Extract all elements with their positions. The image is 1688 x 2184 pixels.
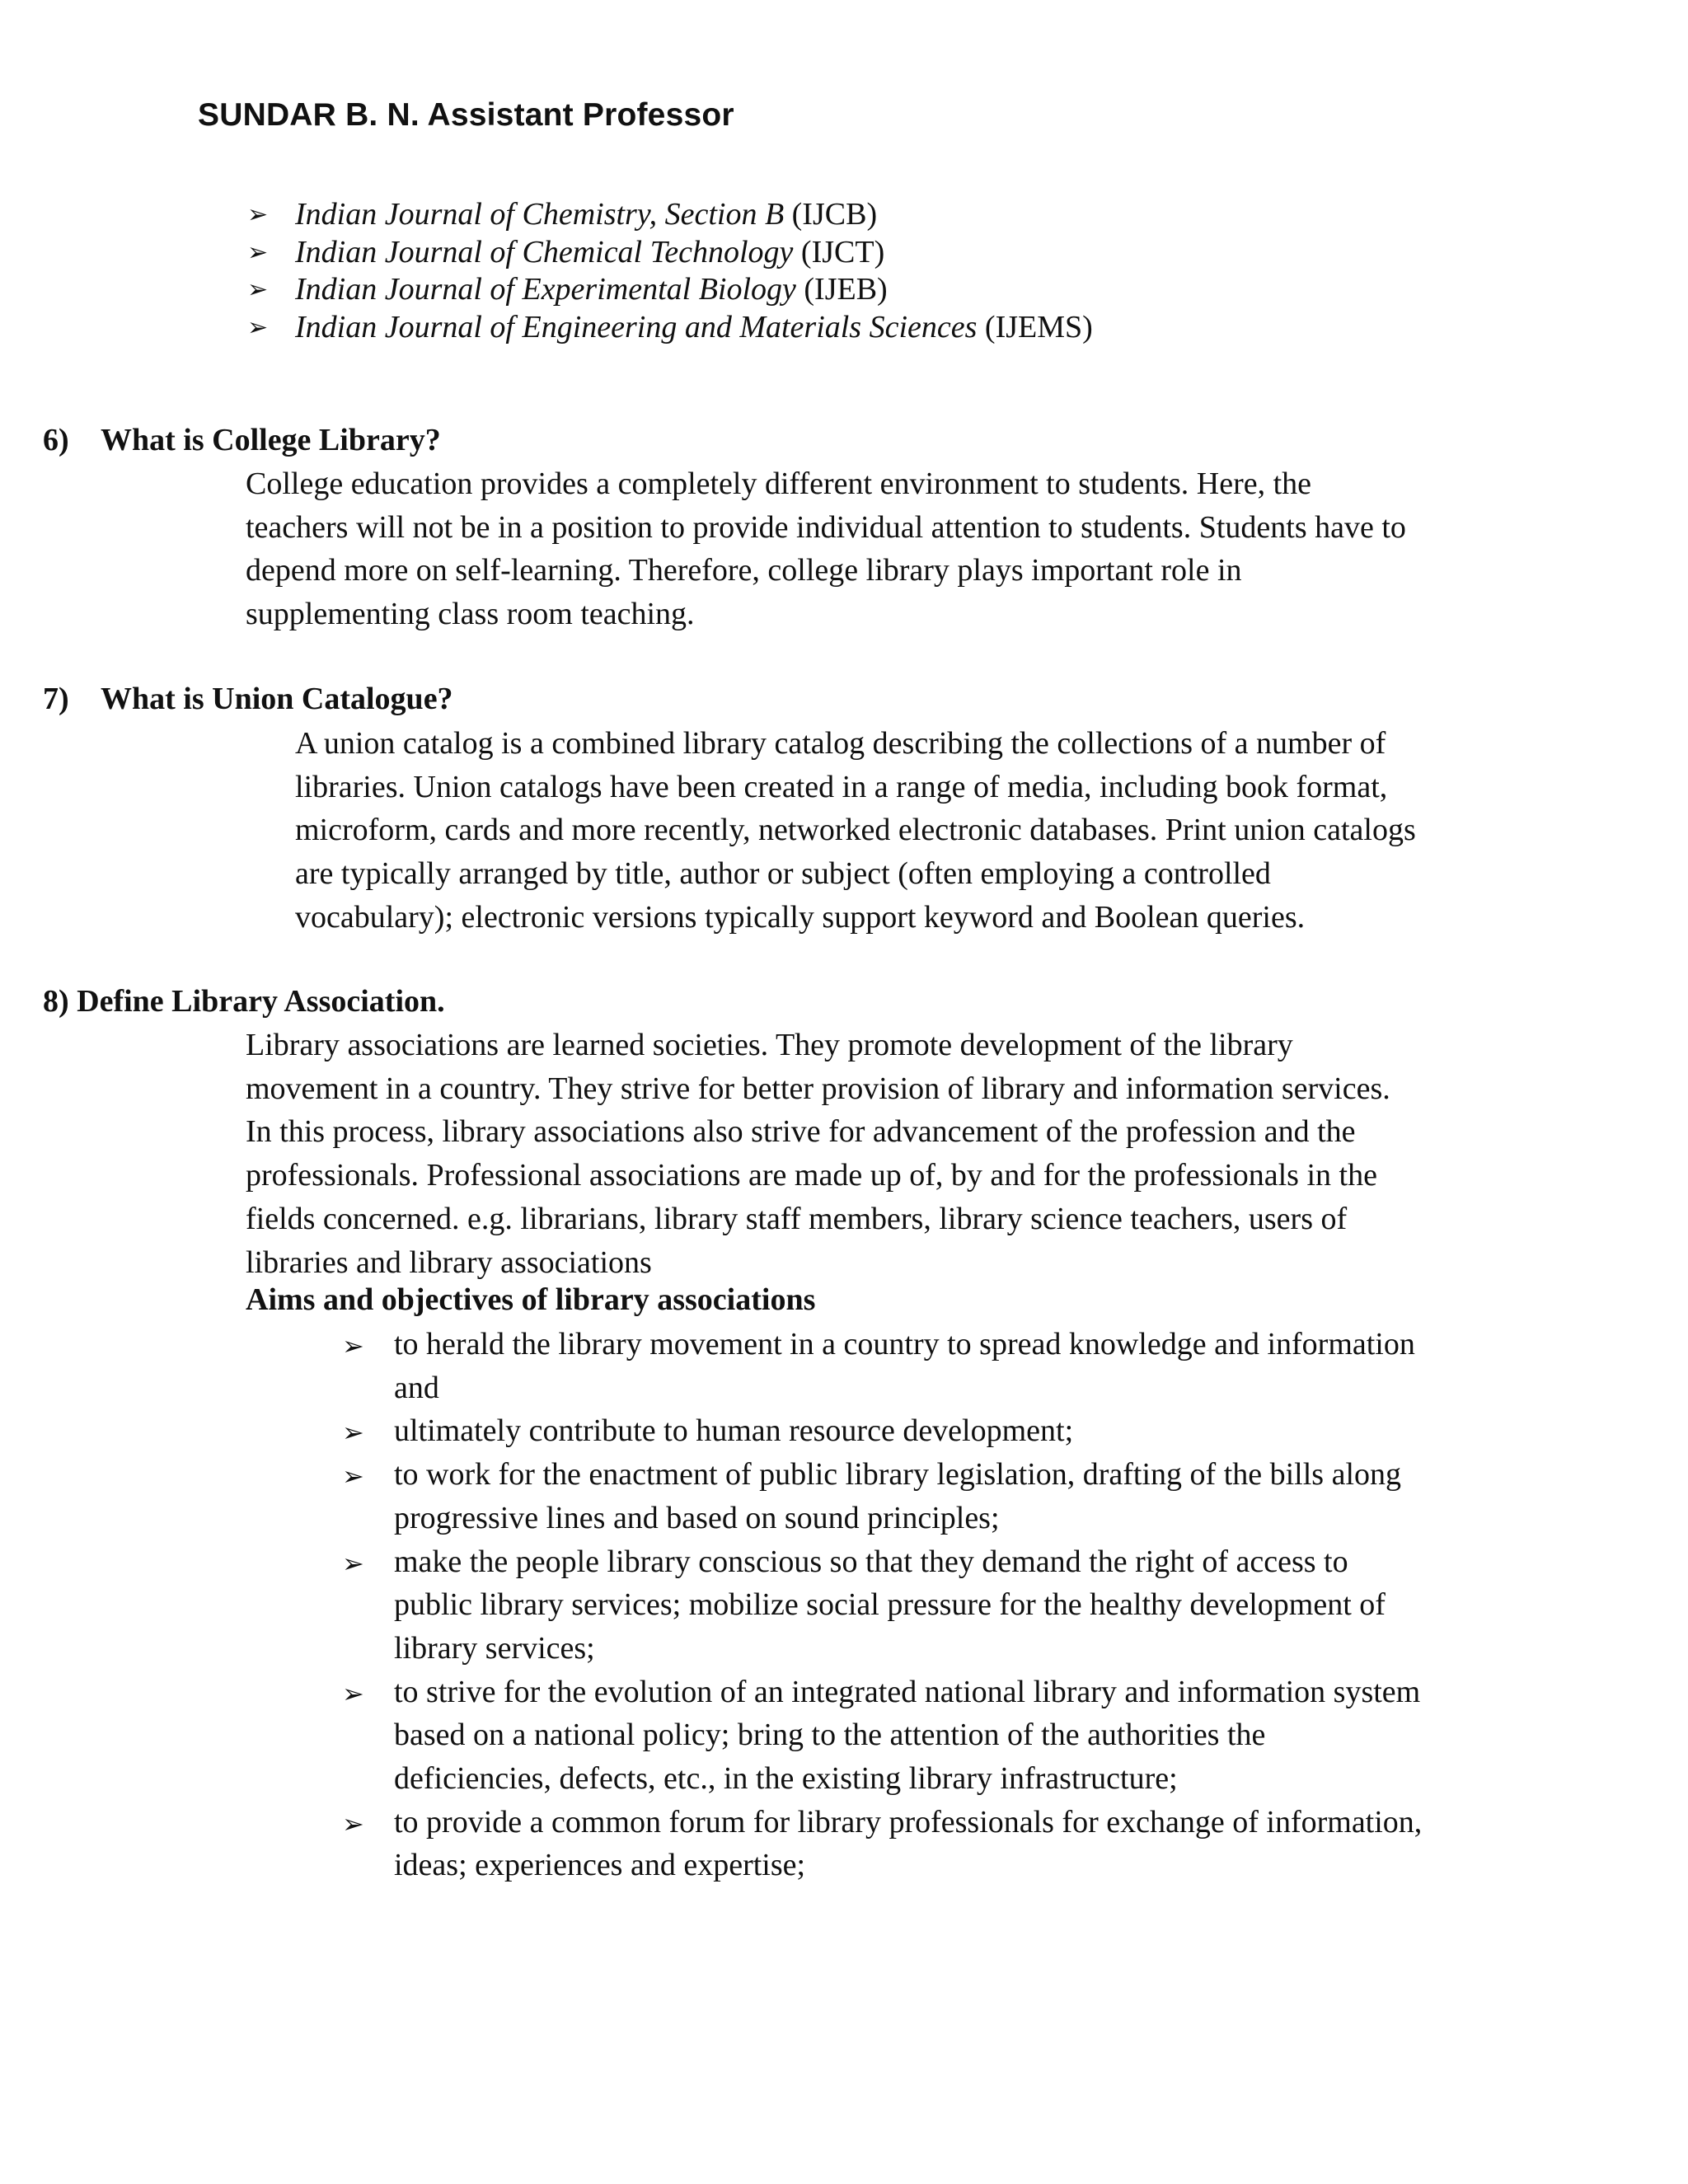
journal-abbr: (IJEMS) — [984, 309, 1093, 344]
answer-line: are typically arranged by title, author or subject (often employing a controlled — [295, 856, 1271, 892]
aim-line: based on a national policy; bring to the attention of the authorities the — [394, 1718, 1266, 1753]
arrow-bullet-icon: ➢ — [247, 200, 269, 229]
arrow-bullet-icon: ➢ — [342, 1330, 364, 1361]
question-text: What is Union Catalogue? — [101, 682, 453, 716]
arrow-bullet-icon: ➢ — [342, 1677, 364, 1709]
answer-line: College education provides a completely different environment to students. Here, the — [246, 466, 1312, 501]
question-number: 8) — [43, 984, 69, 1019]
aim-item — [342, 1671, 1422, 1801]
answer-line: depend more on self-learning. Therefore, college library plays important role in — [246, 553, 1242, 588]
aim-line: and — [394, 1370, 439, 1405]
question-6-heading — [43, 422, 441, 458]
answer-line: fields concerned. e.g. librarians, library staff members, library science teachers, users of — [246, 1201, 1348, 1236]
journal-title: Indian Journal of Engineering and Materials Sciences — [295, 309, 978, 344]
arrow-bullet-icon: ➢ — [247, 237, 269, 267]
journal-abbr: (IJEB) — [804, 272, 888, 307]
aim-line: progressive lines and based on sound principles; — [394, 1500, 1000, 1535]
aim-line: deficiencies, defects, etc., in the existing library infrastructure; — [394, 1761, 1178, 1797]
answer-line: libraries and library associations — [246, 1244, 652, 1280]
answer-line: vocabulary); electronic versions typically support keyword and Boolean queries. — [295, 899, 1306, 935]
aim-line: make the people library conscious so that they demand the right of access to — [394, 1544, 1348, 1579]
aim-line: library services; — [394, 1630, 595, 1666]
aim-line: ultimately contribute to human resource development; — [394, 1413, 1074, 1449]
question-text: What is College Library? — [101, 423, 441, 457]
question-6-answer — [246, 462, 1406, 636]
aim-line: public library services; mobilize social pressure for the healthy development of — [394, 1587, 1386, 1623]
aims-list — [342, 1323, 1422, 1887]
journal-title: Indian Journal of Chemical Technology — [295, 234, 794, 269]
answer-line: teachers will not be in a position to provide individual attention to students. Students have to — [246, 509, 1406, 545]
aim-line: to herald the library movement in a country to spread knowledge and information — [394, 1327, 1415, 1361]
question-number: 7) — [43, 682, 69, 716]
aims-heading: Aims and objectives of library associations — [246, 1282, 816, 1317]
aim-item — [342, 1323, 1422, 1409]
answer-line: Library associations are learned societies. They promote development of the library — [246, 1028, 1293, 1062]
journal-list — [247, 196, 1093, 346]
journal-title: Indian Journal of Experimental Biology — [295, 272, 796, 307]
answer-line: movement in a country. They strive for better provision of library and information services. — [246, 1071, 1390, 1106]
aim-line: to strive for the evolution of an integrated national library and information system — [394, 1674, 1421, 1709]
journal-item — [247, 271, 1093, 309]
arrow-bullet-icon: ➢ — [247, 312, 269, 342]
arrow-bullet-icon: ➢ — [342, 1547, 364, 1579]
question-8-answer — [246, 1024, 1390, 1284]
arrow-bullet-icon: ➢ — [247, 275, 269, 304]
arrow-bullet-icon: ➢ — [342, 1807, 364, 1840]
question-8-heading — [43, 983, 445, 1019]
answer-line: A union catalog is a combined library catalog describing the collections of a number of — [295, 726, 1386, 761]
arrow-bullet-icon: ➢ — [342, 1460, 364, 1493]
aim-item — [342, 1801, 1422, 1887]
answer-line: professionals. Professional associations are made up of, by and for the professionals in the — [246, 1158, 1377, 1193]
journal-title: Indian Journal of Chemistry, Section B — [295, 197, 785, 232]
answer-line: libraries. Union catalogs have been created in a range of media, including book format, — [295, 769, 1388, 804]
arrow-bullet-icon: ➢ — [342, 1417, 364, 1449]
journal-item — [247, 309, 1093, 347]
answer-line: supplementing class room teaching. — [246, 597, 695, 632]
aim-line: to work for the enactment of public library legislation, drafting of the bills along — [394, 1457, 1402, 1493]
question-text: Define Library Association. — [77, 984, 445, 1019]
answer-line: In this process, library associations also strive for advancement of the profession and the — [246, 1114, 1356, 1150]
question-7-heading — [43, 681, 453, 717]
journal-item — [247, 234, 1093, 272]
journal-item — [247, 196, 1093, 234]
answer-line: microform, cards and more recently, networked electronic databases. Print union catalogs — [295, 813, 1416, 848]
question-7-answer — [295, 722, 1416, 940]
journal-abbr: (IJCT) — [800, 234, 885, 269]
author-header: SUNDAR B. N. Assistant Professor — [198, 97, 734, 133]
journal-abbr: (IJCB) — [791, 197, 878, 232]
aim-item — [342, 1540, 1422, 1671]
aim-item — [342, 1453, 1422, 1540]
aim-line: ideas; experiences and expertise; — [394, 1848, 806, 1883]
aim-item — [342, 1409, 1422, 1453]
question-number: 6) — [43, 423, 69, 457]
aim-line: to provide a common forum for library professionals for exchange of information, — [394, 1804, 1423, 1840]
